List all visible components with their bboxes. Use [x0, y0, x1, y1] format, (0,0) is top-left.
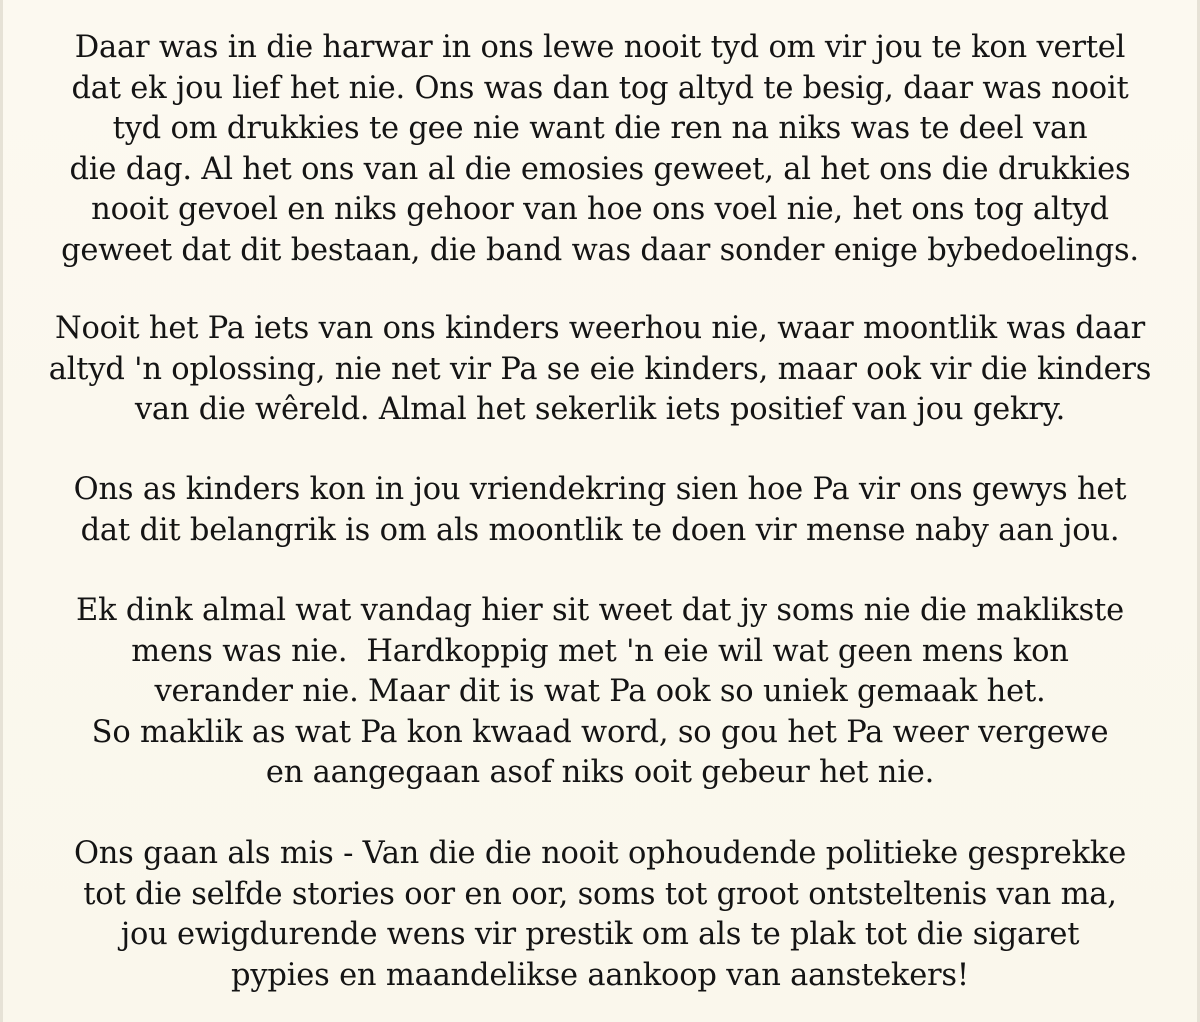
paragraph-line: die dag. Al het ons van al die emosies geweet, al het ons die drukkies: [69, 151, 1131, 187]
paragraph-4: [0, 591, 1200, 794]
paragraph-line: geweet dat dit bestaan, die band was daar sonder enige bybedoelings.: [61, 232, 1139, 268]
paragraph-5: [0, 834, 1200, 996]
paragraph-1: [0, 28, 1200, 271]
paragraph-line: altyd 'n oplossing, nie net vir Pa se eie kinders, maar ook vir die kinders: [48, 351, 1152, 387]
paragraph-line: tyd om drukkies te gee nie want die ren na niks was te deel van: [112, 111, 1088, 146]
paragraph-line: dat dit belangrik is om als moontlik te doen vir mense naby aan jou.: [80, 512, 1120, 548]
paragraph-line: en aangegaan asof niks ooit gebeur het nie.: [265, 755, 935, 790]
paragraph-line: verander nie. Maar dit is wat Pa ook so uniek gemaak het.: [154, 674, 1046, 709]
paragraph-line: pypies en maandelikse aankoop van aanstekers!: [231, 957, 969, 993]
paragraph-line: van die wêreld. Almal het sekerlik iets positief van jou gekry.: [134, 392, 1066, 427]
paragraph-line: nooit gevoel en niks gehoor van hoe ons voel nie, het ons tog altyd: [91, 192, 1109, 227]
paragraph-line: Daar was in die harwar in ons lewe nooit tyd om vir jou te kon vertel: [74, 30, 1126, 65]
paragraph-line: tot die selfde stories oor en oor, soms tot groot ontsteltenis van ma,: [83, 876, 1117, 912]
paragraph-line: Ons as kinders kon in jou vriendekring sien hoe Pa vir ons gewys het: [73, 472, 1127, 507]
paragraph-line: jou ewigdurende wens vir prestik om als te plak tot die sigaret: [120, 917, 1080, 952]
paragraph-line: Ons gaan als mis - Van die die nooit ophoudende politieke gesprekke: [73, 836, 1127, 871]
paragraph-line: dat ek jou lief het nie. Ons was dan tog altyd te besig, daar was nooit: [71, 70, 1129, 106]
paragraph-line: mens was nie. Hardkoppig met 'n eie wil wat geen mens kon: [131, 633, 1069, 669]
paragraph-line: So maklik as wat Pa kon kwaad word, so gou het Pa weer vergewe: [91, 714, 1109, 750]
paragraph-3: [0, 470, 1200, 551]
paragraph-2: [0, 309, 1200, 431]
paragraph-line: Nooit het Pa iets van ons kinders weerhou nie, waar moontlik was daar: [55, 311, 1145, 346]
paragraph-line: Ek dink almal wat vandag hier sit weet dat jy soms nie die maklikste: [76, 593, 1124, 628]
